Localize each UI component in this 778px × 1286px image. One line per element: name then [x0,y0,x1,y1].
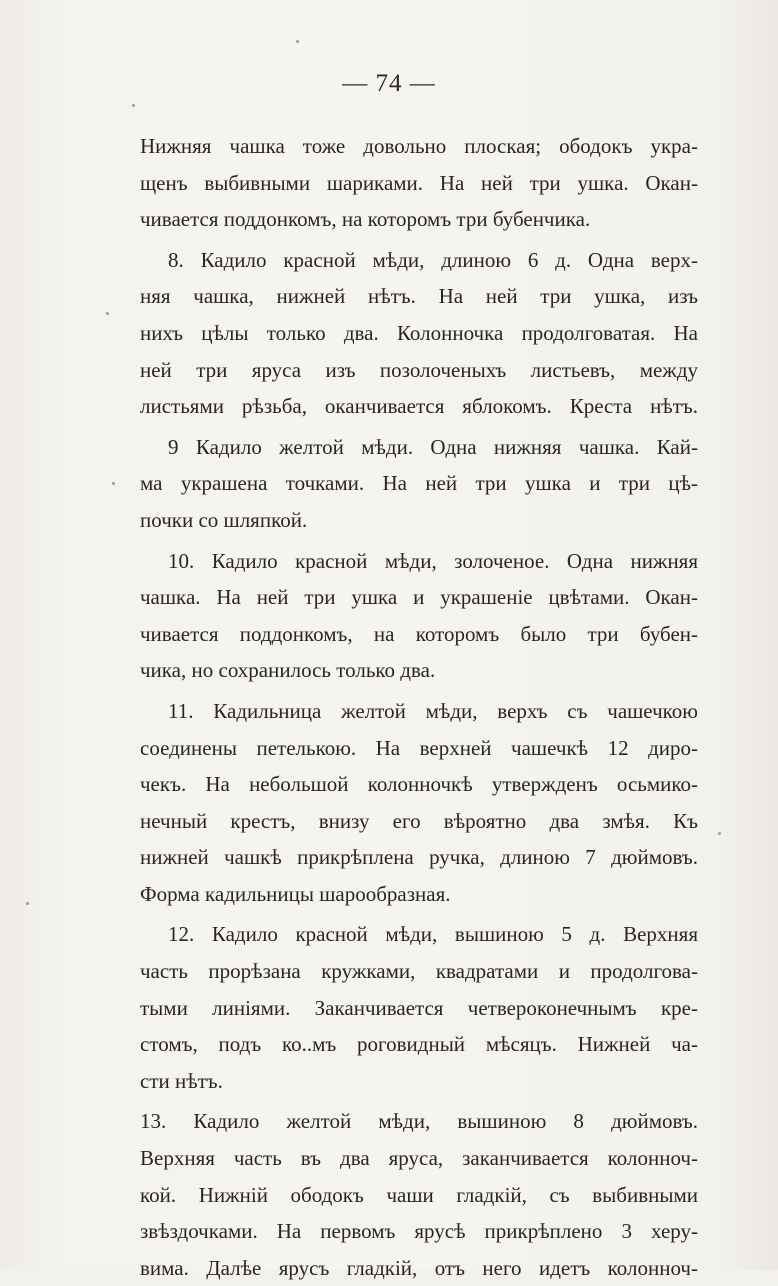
text-line: нечный крестъ, внизу его вѣроятно два змѣя. Къ [140,808,698,833]
text-line: Нижняя чашка тоже довольно плоская; ободокъ укра- [140,134,698,158]
text-line: нихъ цѣлы только два. Колонночка продолговатая. На [140,320,698,345]
text-line: соединены петелькою. На верхней чашечкѣ 12 диро- [140,735,698,760]
text-line: чекъ. На небольшой колонночкѣ утвержденъ осьмико- [140,772,698,797]
text-line: тыми линіями. Заканчивается четвероконечнымъ кре- [140,995,698,1020]
paragraph [140,693,698,913]
text-line: Форма кадильницы шарообразная. [140,881,451,906]
text-line: 10. Кадило красной мѣди, золоченое. Одна нижняя [168,548,698,573]
text-line: Верхняя часть въ два яруса, заканчивается колонноч- [140,1146,698,1171]
text-line: стомъ, подъ ко..мъ роговидный мѣсяцъ. Нижней ча- [140,1032,698,1057]
text-line: чашка. На ней три ушка и украшеніе цвѣтами. Окан- [140,585,698,610]
text-line: чивается поддонкомъ, на которомъ три бубенчика. [140,207,591,232]
ink-speck [132,104,135,107]
text-line: часть прорѣзана кружками, квадратами и продолгова- [140,959,698,984]
paragraph [140,128,698,238]
paragraph [140,916,698,1099]
text-line: кой. Нижній ободокъ чаши гладкій, съ выбивными [140,1182,698,1207]
text-line: щенъ выбивными шариками. На ней три ушка. Окан- [140,170,698,195]
text-line: чивается поддонкомъ, на которомъ было три бубен- [140,621,698,646]
ink-speck [718,832,721,835]
ink-speck [112,482,115,485]
ink-speck [296,40,299,43]
ink-speck [26,902,29,905]
body-text [140,128,698,1286]
text-line: вима. Далѣе ярусъ гладкій, отъ него идетъ колонноч- [140,1255,698,1280]
paragraph [140,1103,698,1286]
text-line: ней три яруса изъ позолоченыхъ листьевъ, между [140,357,698,382]
text-line: 12. Кадило красной мѣди, вышиною 5 д. Верхняя [168,922,698,947]
text-line: листьями рѣзьба, оканчивается яблокомъ. Креста нѣтъ. [140,394,698,419]
text-line: нижней чашкѣ прикрѣплена ручка, длиною 7 дюймовъ. [140,845,698,870]
text-line: сти нѣтъ. [140,1068,223,1093]
text-line: 9 Кадило желтой мѣди. Одна нижняя чашка. Кай- [168,434,698,459]
paragraph [140,429,698,539]
ink-speck [106,312,109,315]
page-number: — 74 — [342,70,436,97]
paragraph [140,242,698,425]
text-line: чика, но сохранилось только два. [140,658,436,683]
text-line: 13. Кадило желтой мѣди, вышиною 8 дюймовъ. [140,1109,698,1134]
text-line: ма украшена точками. На ней три ушка и три цѣ- [140,471,698,496]
text-line: почки со шляпкой. [140,507,308,532]
text-line: няя чашка, нижней нѣтъ. На ней три ушка, изъ [140,284,698,309]
text-line: 8. Кадило красной мѣди, длиною 6 д. Одна верх- [168,247,698,272]
text-line: 11. Кадильница желтой мѣди, верхъ съ чашечкою [168,698,698,723]
text-line: звѣздочками. На первомъ ярусѣ прикрѣплено 3 херу- [140,1219,698,1244]
paragraph [140,543,698,689]
